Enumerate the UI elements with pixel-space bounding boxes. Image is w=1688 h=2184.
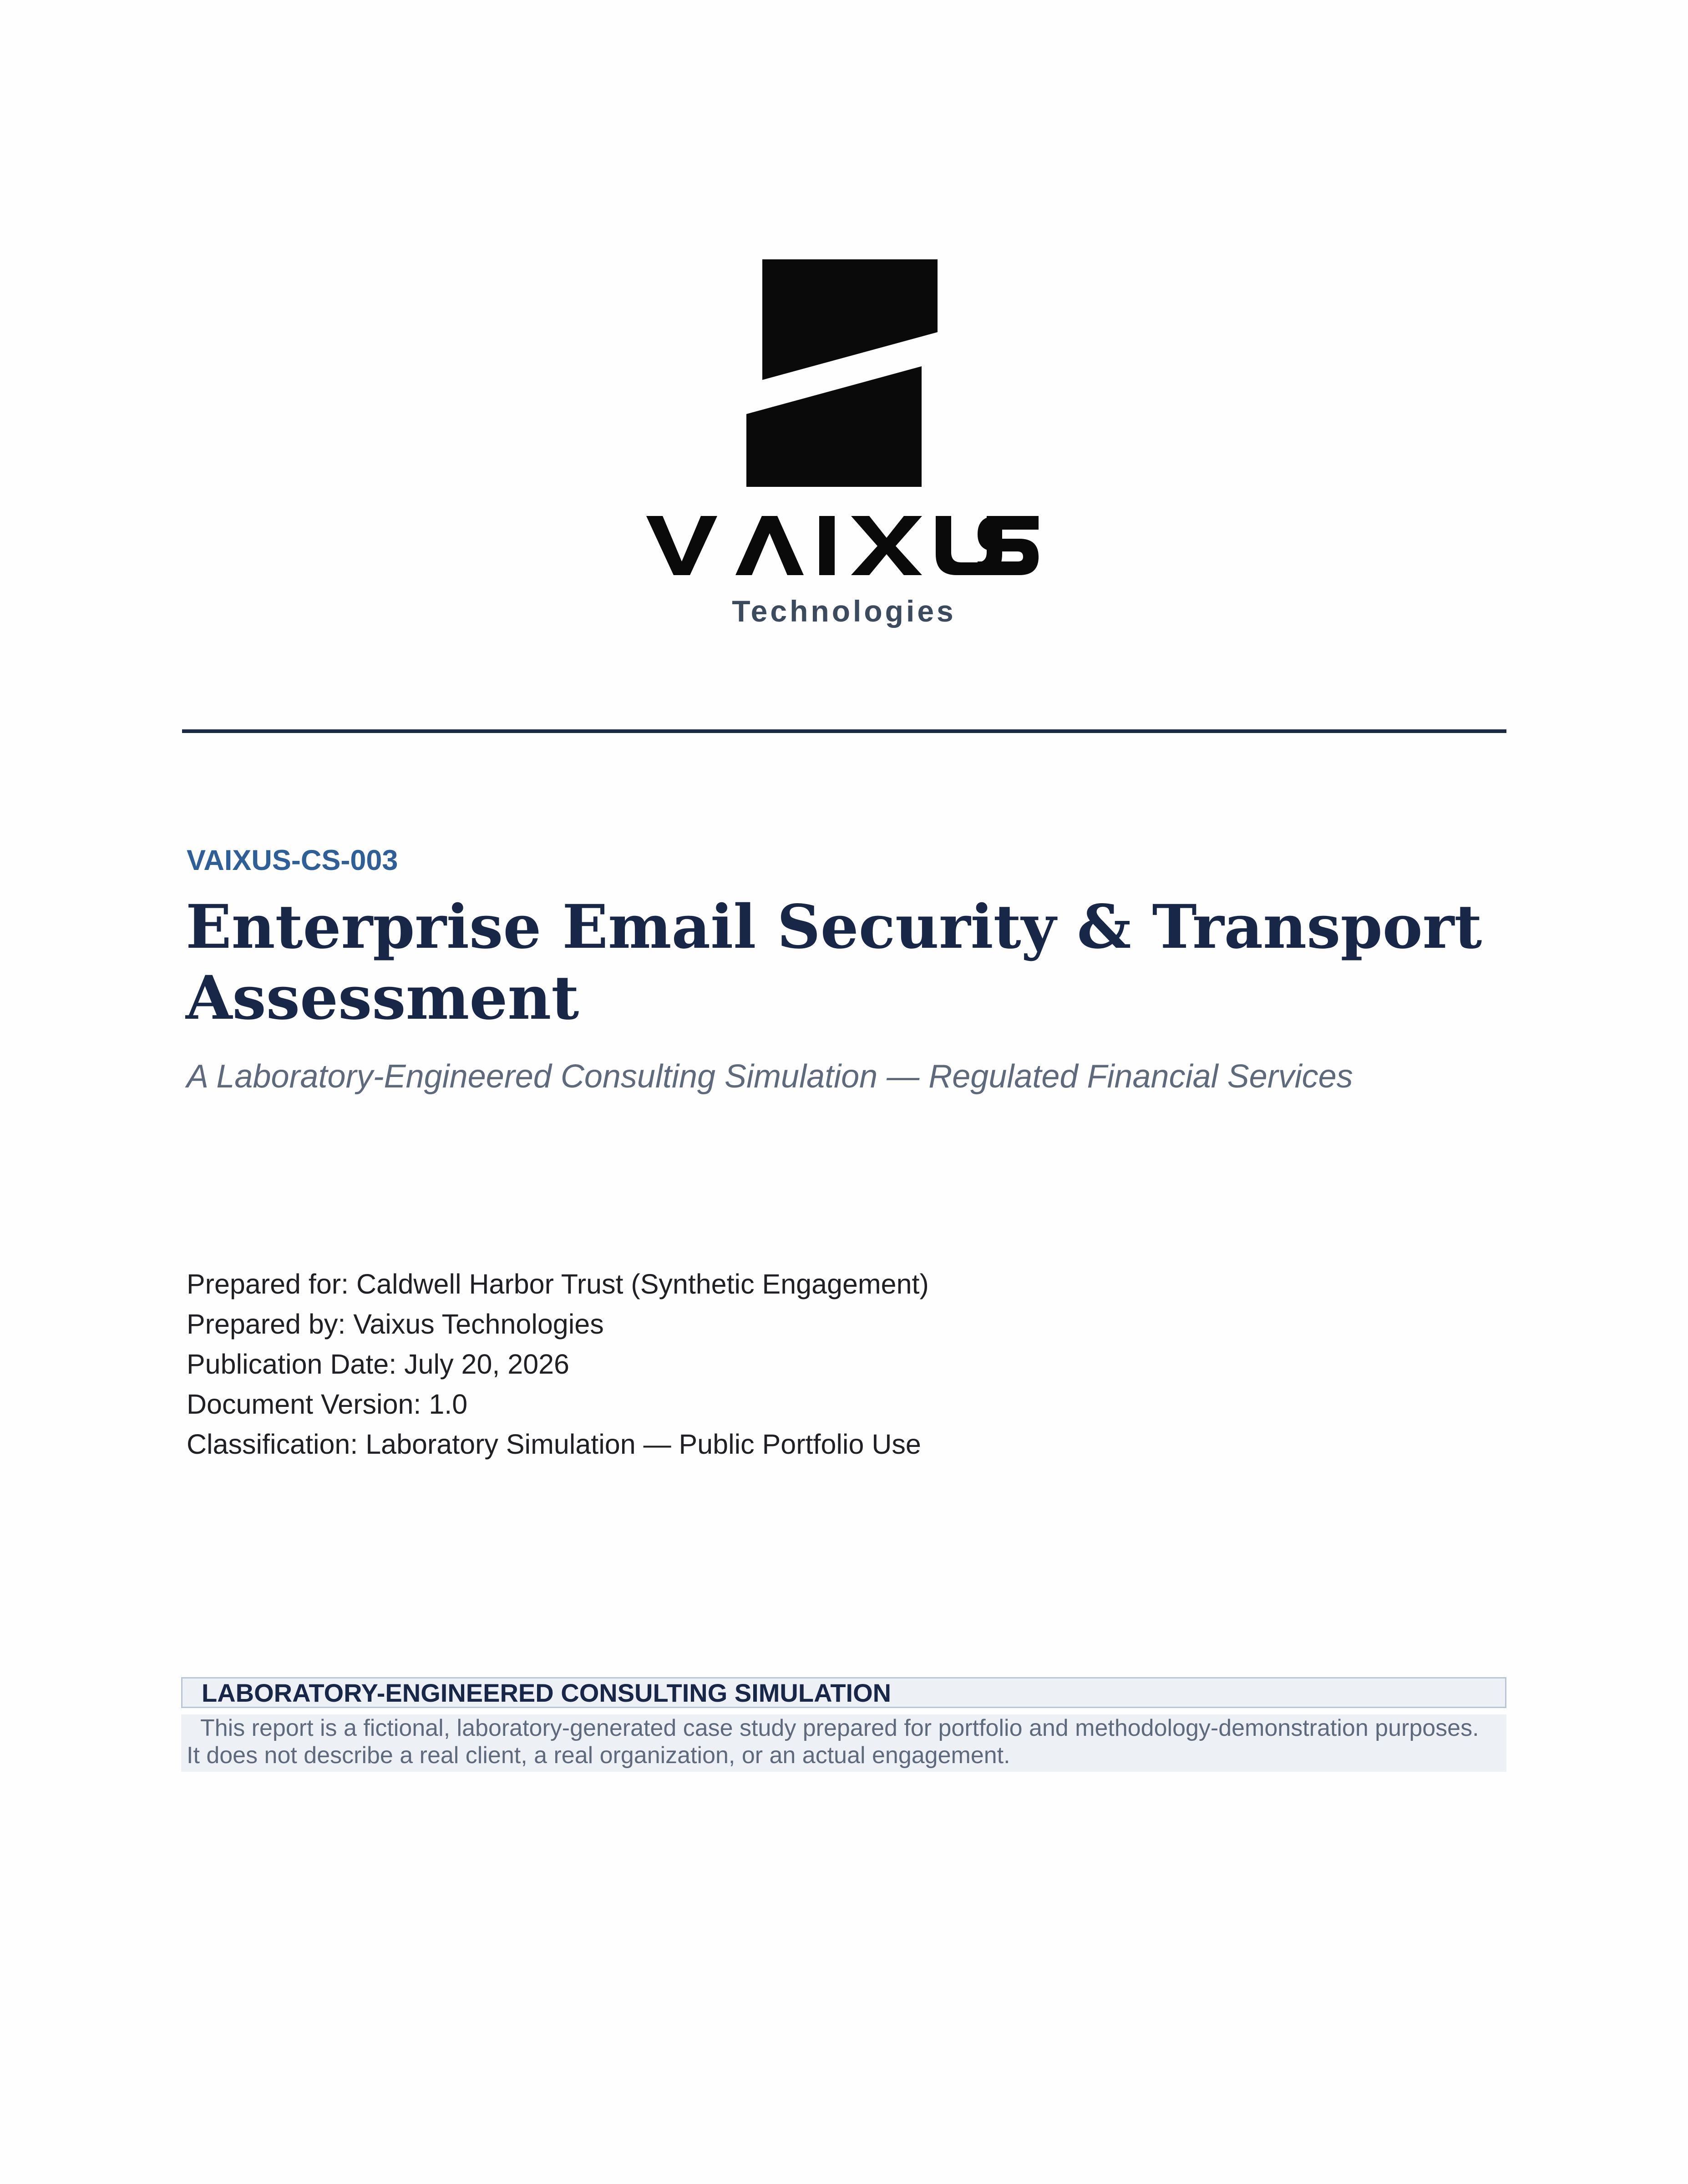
notice-body: This report is a fictional, laboratory-generated case study prepared for portfolio and methodology-demonstration purposes. It does not describe a real client, a real organization, or an actual engagement. — [181, 1714, 1506, 1772]
document-metadata — [187, 1264, 929, 1464]
logo-subtitle: Technologies — [732, 594, 956, 628]
document-title: Enterprise Email Security & Transport Assessment — [186, 892, 1482, 1033]
document-subtitle: A Laboratory-Engineered Consulting Simulation — Regulated Financial Services — [187, 1058, 1353, 1095]
vaixus-logo-mark-icon — [746, 259, 940, 487]
prepared-for: Prepared for: Caldwell Harbor Trust (Synthetic Engagement) — [187, 1269, 929, 1299]
header-divider — [182, 729, 1506, 733]
document-version: Document Version: 1.0 — [187, 1389, 468, 1420]
publication-date: Publication Date: July 20, 2026 — [187, 1349, 569, 1380]
classification: Classification: Laboratory Simulation — Public Portfolio Use — [187, 1429, 921, 1460]
document-id: VAIXUS-CS-003 — [187, 844, 398, 876]
vaixus-wordmark — [646, 513, 1042, 577]
notice-header: LABORATORY-ENGINEERED CONSULTING SIMULATION — [181, 1677, 1506, 1708]
prepared-by: Prepared by: Vaixus Technologies — [187, 1309, 604, 1340]
